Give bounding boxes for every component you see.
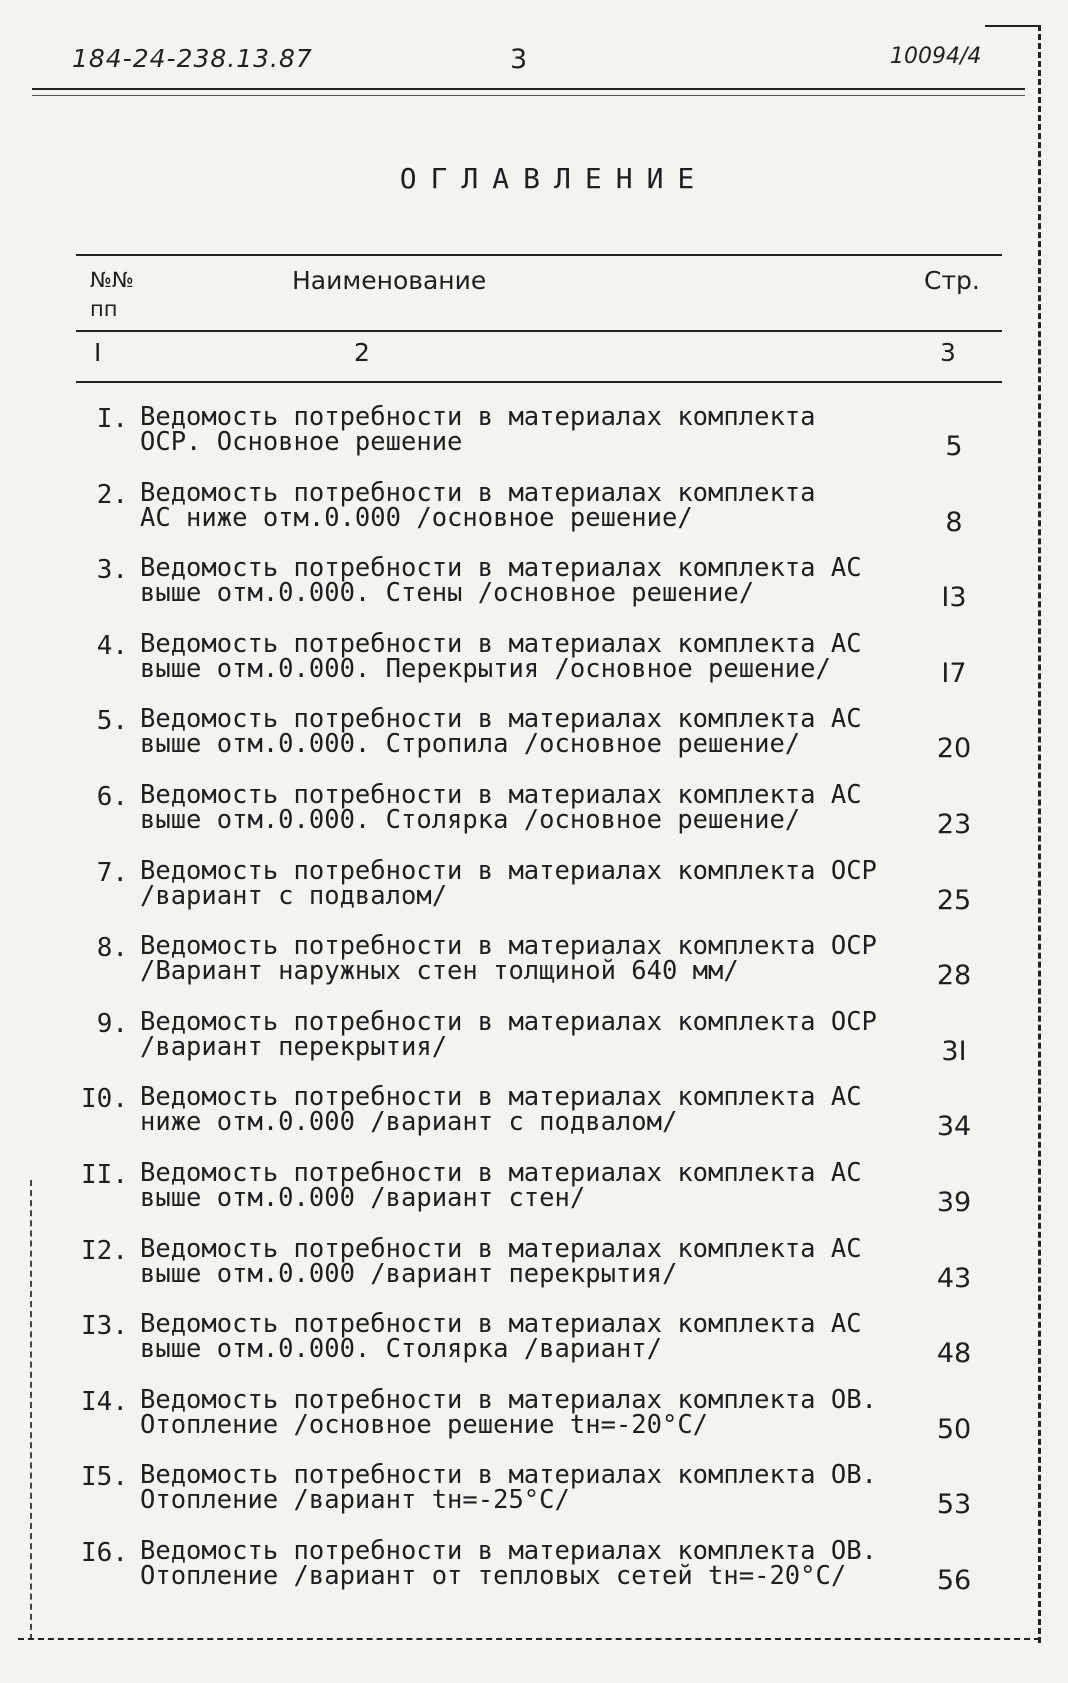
toc-entry-title bbox=[140, 1158, 862, 1213]
toc-entry-page: 5 bbox=[945, 431, 963, 462]
toc-entry-title-line: Отопление /основное решение tн=-20°С/ bbox=[140, 1410, 709, 1440]
toc-entry-title bbox=[140, 402, 816, 457]
toc-entry-number: I5. bbox=[81, 1462, 128, 1492]
toc-entry-page: 8 bbox=[945, 507, 963, 538]
frame-line bbox=[18, 1638, 1040, 1640]
toc-entry-page: 34 bbox=[936, 1111, 972, 1142]
table-rule bbox=[76, 381, 1002, 383]
toc-entry-page: 43 bbox=[936, 1263, 972, 1294]
toc-entry-title-line: ОСР. Основное решение bbox=[140, 427, 463, 457]
toc-entry-page: 28 bbox=[936, 960, 972, 991]
toc-entry bbox=[0, 1536, 1068, 1599]
toc-entry-number: I3. bbox=[81, 1311, 128, 1341]
document-code: 184-24-238.13.87 bbox=[72, 44, 313, 73]
toc-entry-title-line: Ведомость потребности в материалах комплекта ОСР bbox=[140, 931, 877, 961]
toc-entry-title-line: Ведомость потребности в материалах комплекта bbox=[140, 478, 816, 508]
toc-entry-title-line: Ведомость потребности в материалах комплекта АС bbox=[140, 629, 862, 659]
toc-entry-title-line: выше отм.0.000. Перекрытия /основное решение/ bbox=[140, 654, 831, 684]
toc-entry-page: 56 bbox=[936, 1565, 972, 1596]
toc-entry-page: 25 bbox=[936, 885, 972, 916]
toc-entry-page: 20 bbox=[936, 733, 972, 764]
toc-entry-page: 39 bbox=[936, 1187, 972, 1218]
toc-entry-title-line: Ведомость потребности в материалах комплекта ОВ. bbox=[140, 1385, 877, 1415]
toc-entry bbox=[0, 780, 1068, 843]
toc-entry-number: 6. bbox=[96, 782, 128, 812]
toc-entry-title-line: АС ниже отм.0.000 /основное решение/ bbox=[140, 503, 693, 533]
toc-entry-page: 48 bbox=[936, 1338, 972, 1369]
frame-line bbox=[32, 95, 1025, 96]
toc-entry-title-line: ниже отм.0.000 /вариант с подвалом/ bbox=[140, 1107, 678, 1137]
toc-entry-title-line: Ведомость потребности в материалах комплекта АС bbox=[140, 704, 862, 734]
toc-entry-number: 9. bbox=[96, 1009, 128, 1039]
toc-entry-title-line: Ведомость потребности в материалах комплекта АС bbox=[140, 1158, 862, 1188]
toc-entry-number: 4. bbox=[96, 631, 128, 661]
toc-entry-number: II. bbox=[81, 1160, 128, 1190]
toc-entry-title-line: /Вариант наружных стен толщиной 640 мм/ bbox=[140, 956, 739, 986]
toc-entry bbox=[0, 553, 1068, 616]
toc-entry-page: I3 bbox=[941, 582, 967, 613]
column-header-page: Стр. bbox=[924, 266, 980, 295]
toc-entry-title bbox=[140, 1536, 877, 1591]
column-index-num: I bbox=[94, 338, 102, 367]
toc-entry bbox=[0, 856, 1068, 919]
toc-entry-title bbox=[140, 629, 862, 684]
column-header-num: №№ пп bbox=[90, 268, 134, 321]
toc-entry bbox=[0, 704, 1068, 767]
toc-entry-page: 3I bbox=[941, 1036, 967, 1067]
toc-entry bbox=[0, 1234, 1068, 1297]
toc-entry-title bbox=[140, 1082, 862, 1137]
toc-entry-number: I6. bbox=[81, 1538, 128, 1568]
toc-entry bbox=[0, 1460, 1068, 1523]
toc-entry-title bbox=[140, 1309, 862, 1364]
toc-entry-title-line: Ведомость потребности в материалах комплекта ОВ. bbox=[140, 1460, 877, 1490]
toc-entry-title-line: /вариант перекрытия/ bbox=[140, 1032, 448, 1062]
toc-entry-number: I0. bbox=[81, 1084, 128, 1114]
toc-entry-title-line: выше отм.0.000. Столярка /основное решение/ bbox=[140, 805, 801, 835]
toc-entry-number: I4. bbox=[81, 1387, 128, 1417]
toc-entry-title-line: Ведомость потребности в материалах комплекта АС bbox=[140, 553, 862, 583]
toc-entry-title bbox=[140, 1007, 877, 1062]
toc-entry-title bbox=[140, 856, 877, 911]
toc-entry bbox=[0, 1007, 1068, 1070]
toc-entry-title-line: Ведомость потребности в материалах комплекта АС bbox=[140, 1082, 862, 1112]
toc-entry-title bbox=[140, 1460, 877, 1515]
toc-entry bbox=[0, 931, 1068, 994]
toc-entry-title bbox=[140, 478, 816, 533]
toc-entry-title bbox=[140, 931, 877, 986]
toc-entry-title bbox=[140, 1234, 862, 1289]
toc-entry-page: 53 bbox=[936, 1489, 972, 1520]
toc-entry-title-line: выше отм.0.000. Стены /основное решение/ bbox=[140, 578, 755, 608]
page-number: 3 bbox=[510, 44, 528, 75]
toc-entry-title bbox=[140, 553, 862, 608]
toc-entry-number: I. bbox=[96, 404, 128, 434]
toc-entry-title-line: Ведомость потребности в материалах комплекта ОСР bbox=[140, 1007, 877, 1037]
toc-entry bbox=[0, 1309, 1068, 1372]
toc-entry-number: 8. bbox=[96, 933, 128, 963]
column-header-name: Наименование bbox=[292, 266, 487, 295]
toc-entry-title-line: Ведомость потребности в материалах комплекта АС bbox=[140, 1234, 862, 1264]
toc-entry-title-line: Ведомость потребности в материалах комплекта bbox=[140, 402, 816, 432]
toc-entry-title-line: Отопление /вариант от тепловых сетей tн=-20°С/ bbox=[140, 1561, 847, 1591]
document-number: 10094/4 bbox=[890, 44, 982, 69]
toc-entry-title-line: выше отм.0.000. Столярка /вариант/ bbox=[140, 1334, 662, 1364]
frame-line bbox=[32, 88, 1025, 90]
toc-entry bbox=[0, 1158, 1068, 1221]
toc-entry bbox=[0, 402, 1068, 465]
toc-entry-title bbox=[140, 780, 862, 835]
toc-entry-page: I7 bbox=[941, 658, 967, 689]
toc-entry-title-line: Отопление /вариант tн=-25°С/ bbox=[140, 1485, 570, 1515]
toc-entry bbox=[0, 478, 1068, 541]
toc-entry-title bbox=[140, 704, 862, 759]
toc-entry-number: 3. bbox=[96, 555, 128, 585]
toc-entry-title-line: Ведомость потребности в материалах комплекта АС bbox=[140, 780, 862, 810]
column-index-name: 2 bbox=[354, 338, 370, 367]
toc-entry-page: 50 bbox=[936, 1414, 972, 1445]
page-title: ОГЛАВЛЕНИЕ bbox=[399, 162, 709, 195]
toc-entry bbox=[0, 1385, 1068, 1448]
toc-entry-title-line: Ведомость потребности в материалах комплекта АС bbox=[140, 1309, 862, 1339]
toc-entry bbox=[0, 629, 1068, 692]
toc-entry-title bbox=[140, 1385, 877, 1440]
toc-entry-title-line: /вариант с подвалом/ bbox=[140, 881, 448, 911]
toc-entry-page: 23 bbox=[936, 809, 972, 840]
toc-entry-number: 7. bbox=[96, 858, 128, 888]
toc-entry-title-line: выше отм.0.000 /вариант стен/ bbox=[140, 1183, 586, 1213]
column-index-page: 3 bbox=[940, 338, 956, 367]
toc-entry bbox=[0, 1082, 1068, 1145]
toc-entry-title-line: Ведомость потребности в материалах комплекта ОСР bbox=[140, 856, 877, 886]
frame-line bbox=[985, 25, 1040, 27]
toc-entry-title-line: Ведомость потребности в материалах комплекта ОВ. bbox=[140, 1536, 877, 1566]
table-rule bbox=[76, 254, 1002, 256]
toc-entry-title-line: выше отм.0.000. Стропила /основное решение/ bbox=[140, 729, 801, 759]
toc-entry-number: 2. bbox=[96, 480, 128, 510]
toc-entry-title-line: выше отм.0.000 /вариант перекрытия/ bbox=[140, 1259, 678, 1289]
toc-entry-number: 5. bbox=[96, 706, 128, 736]
table-rule bbox=[76, 330, 1002, 332]
toc-entry-number: I2. bbox=[81, 1236, 128, 1266]
